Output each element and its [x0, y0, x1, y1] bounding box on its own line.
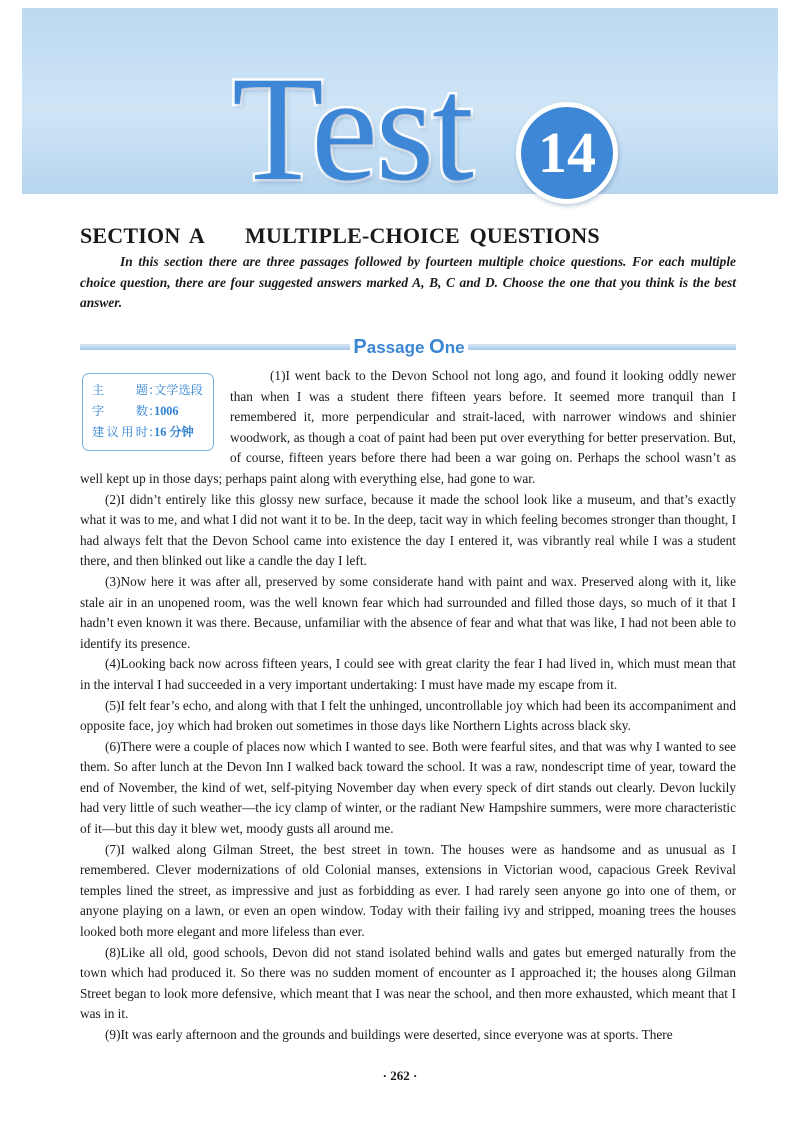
passage-header	[80, 337, 736, 359]
paragraph-2: (2)I didn’t entirely like this glossy new surface, because it made the school look like a museum, and that’s exactly what it was to me, and what I did not want it to be. In the deep, tacit way in which feeling becomes stronger than thought, I had always felt that the Devon School came into existence the day I entered it, was vibrantly real while I was a student there, and then blinked out like a candle the day I left.	[80, 491, 736, 569]
header-rule-right	[468, 344, 736, 350]
paragraph-1: (1)I went back to the Devon School not long ago, and found it looking oddly newer than when I was a student there fifteen years before. It seemed more tranquil than I remembered it, more perpendicular and strait-laced, with narrower windows and shinier woodwork, as though a coat of paint had been put over everything for better preservation. But, of course, fifteen years before there had been a war going on. Perhaps the school wasn’t as well kept up in those days; perhaps paint along with everything else, had gone to war.	[80, 368, 736, 486]
paragraph-4: (4)Looking back now across fifteen years, I could see with great clarity the fear I had lived in, which must mean that in the interval I had succeeded in a very important undertaking: I must have made my escape from it.	[80, 656, 736, 692]
paragraph-9: (9)It was early afternoon and the grounds and buildings were deserted, since everyone was at sports. There	[105, 1027, 673, 1042]
info-row-wordcount: 字数:1006	[92, 404, 179, 418]
paragraph-7: (7)I walked along Gilman Street, the best street in town. The houses were as handsome and as unusual as I remembered. Clever modernizations of old Colonial manses, extensions in Victorian wood, capacious Greek Revival temples lined the street, as impressive and just as forbidding as ever. I had rarely seen anyone go into one of them, or anyone playing on a lawn, or even an open window. Today with their failing ivy and stripped, moaning trees the houses looked both more elegant and more lifeless than ever.	[80, 841, 736, 940]
header-rule-left	[80, 344, 350, 350]
paragraph-6: (6)There were a couple of places now which I wanted to see. Both were fearful sites, and that was why I wanted to see them. So after lunch at the Devon Inn I walked back toward the school. It was a raw, nondescript time of year, toward the end of November, the kind of wet, self-pitying November day when every speck of dirt stands out clearly. Devon luckily had very little of such weather—the icy clamp of winter, or the radiant New Hampshire summers, were more characteristic of it—but this day it blew wet, moody gusts all around me.	[80, 738, 736, 837]
info-row-topic: 主题:文学选段	[92, 383, 203, 397]
info-row-time: 建议用时:16 分钟	[92, 425, 194, 439]
paragraph-3: (3)Now here it was after all, preserved by some considerate hand with paint and wax. Preserved along with it, like stale air in an unopened room, was the well known fear which had surrounded and filled those days, so much of it that I hadn’t even known it was there. Because, unfamiliar with the absence of fear and what that was like, I had not been able to identify its presence.	[80, 573, 736, 651]
test-title-word: Test	[232, 46, 472, 212]
section-heading	[80, 223, 600, 249]
paragraph-5: (5)I felt fear’s echo, and along with that I felt the unhinged, uncontrollable joy which had been its accompaniment and opposite face, joy which had broken out sometimes in those days like Northern Lights across black sky.	[80, 697, 736, 734]
paragraph-8: (8)Like all old, good schools, Devon did not stand isolated behind walls and gates but emerged naturally from the town which had produced it. So there was no sudden moment of encounter as I approached it; the houses along Gilman Street began to look more defensive, which meant that I was near the school, and then more exhausted, which meant that I was in it.	[80, 944, 736, 1022]
passage-body	[80, 366, 736, 1046]
title-banner	[22, 8, 778, 212]
passage-title: Passage One	[353, 336, 465, 358]
section-title-text: MULTIPLE-CHOICE QUESTIONS	[245, 223, 600, 248]
section-instructions: In this section there are three passages followed by fourteen multiple choice questions. For each multiple choice question, there are four suggested answers marked A, B, C and D. Choose the one that you think is the best answer.	[80, 254, 736, 310]
test-number-badge: 14	[516, 102, 618, 204]
page-number: · 262 ·	[382, 1068, 418, 1083]
section-label: SECTION A	[80, 223, 206, 248]
